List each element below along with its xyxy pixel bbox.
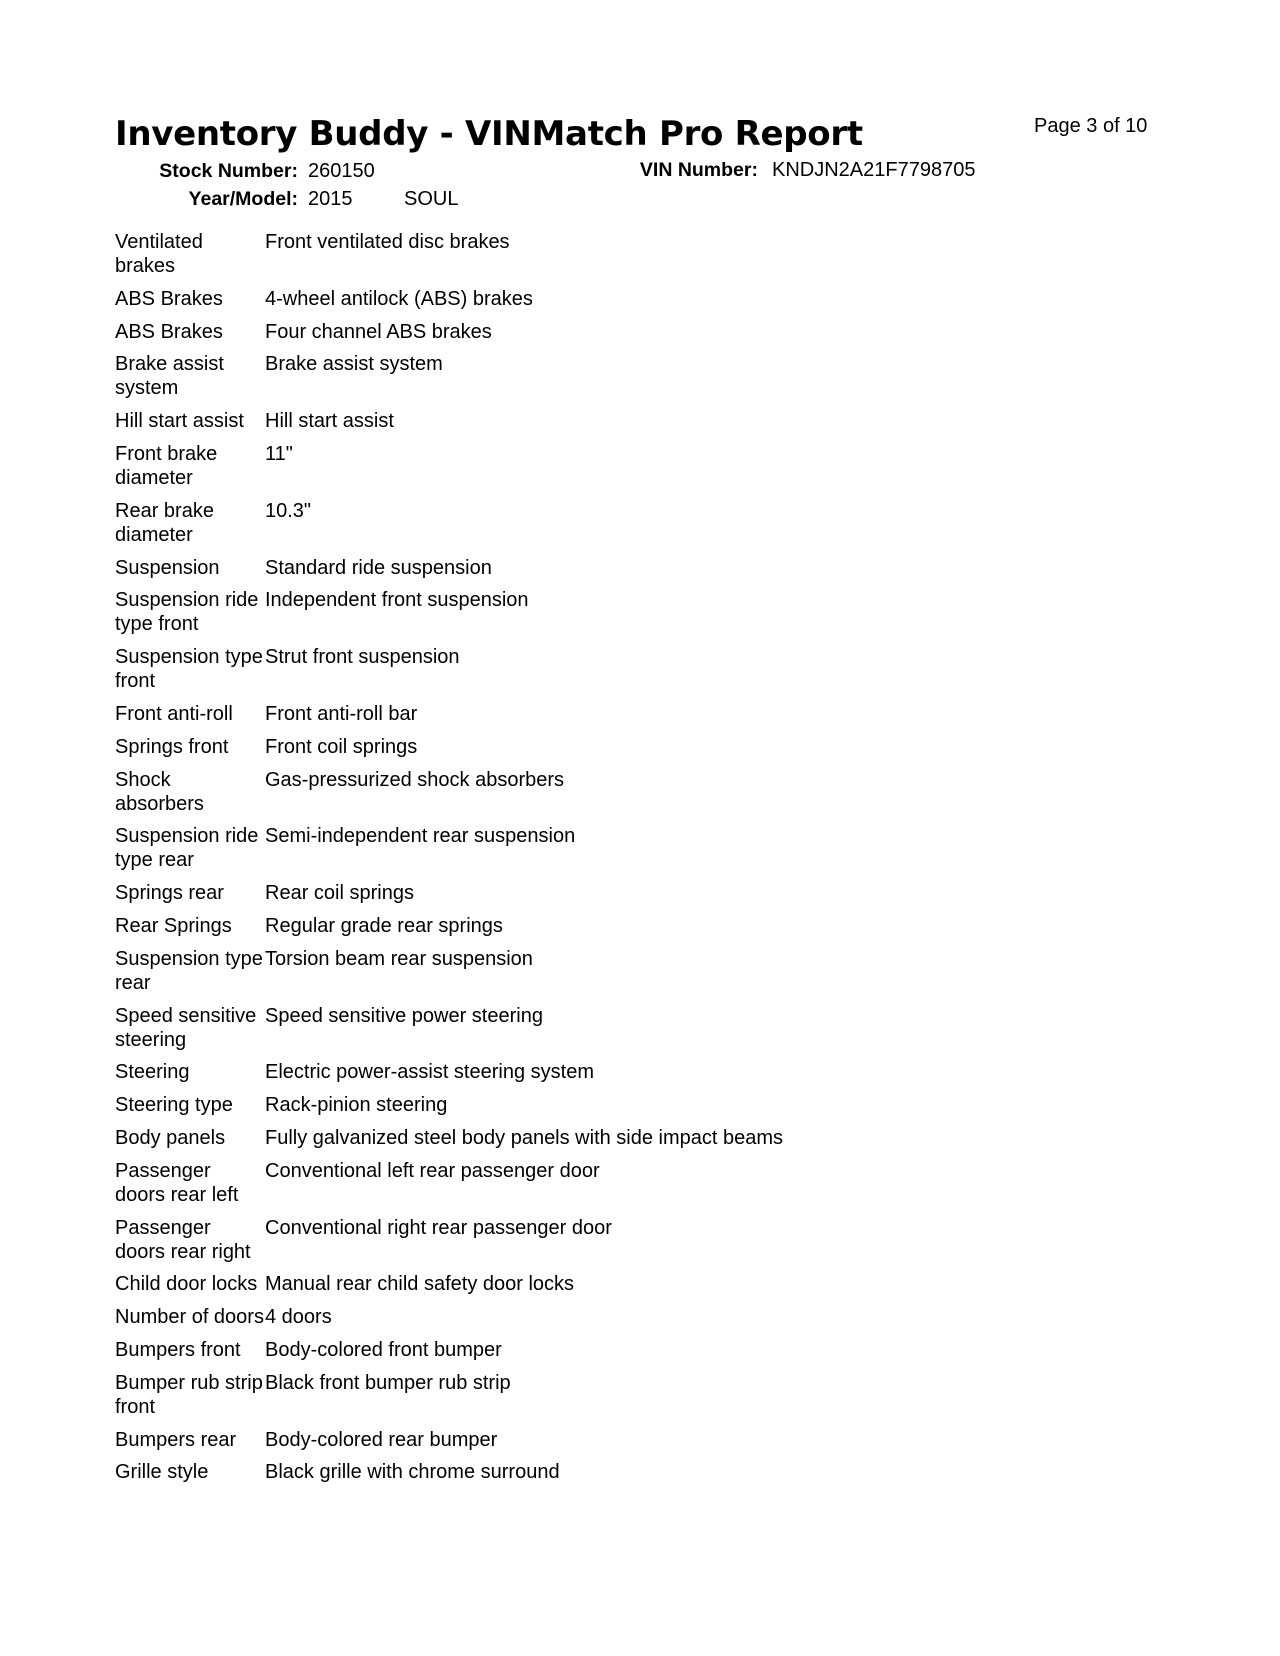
- vin-number-value: KNDJN2A21F7798705: [772, 159, 976, 181]
- spec-label: Child door locks: [115, 1273, 258, 1296]
- spec-label: Springs front: [115, 735, 229, 758]
- spec-label: Suspension type front: [115, 646, 263, 693]
- spec-value: Conventional right rear passenger door: [265, 1216, 612, 1239]
- spec-label: Shock absorbers: [115, 768, 204, 815]
- spec-label: ABS Brakes: [115, 320, 223, 343]
- spec-value: Black grille with chrome surround: [265, 1461, 560, 1484]
- spec-row: [115, 230, 1115, 287]
- spec-label: Front brake diameter: [115, 442, 218, 489]
- spec-row: [115, 1371, 1115, 1428]
- spec-row: [115, 1216, 1115, 1273]
- spec-label: Passenger doors rear left: [115, 1159, 239, 1206]
- spec-label: Springs rear: [115, 882, 224, 905]
- spec-row: [115, 287, 1115, 320]
- spec-value: Conventional left rear passenger door: [265, 1159, 600, 1182]
- spec-value: Front coil springs: [265, 735, 418, 758]
- spec-value: Torsion beam rear suspension: [265, 947, 533, 970]
- spec-value: Rear coil springs: [265, 882, 414, 905]
- spec-row: [115, 1428, 1115, 1461]
- spec-row: [115, 409, 1115, 442]
- spec-value: Body-colored front bumper: [265, 1338, 502, 1361]
- spec-label: Bumpers rear: [115, 1428, 237, 1451]
- report-title: Inventory Buddy - VINMatch Pro Report: [115, 114, 863, 154]
- spec-row: [115, 947, 1115, 1004]
- spec-value: Four channel ABS brakes: [265, 320, 492, 343]
- spec-row: [115, 645, 1115, 702]
- spec-row: [115, 735, 1115, 768]
- spec-value: Front anti-roll bar: [265, 702, 418, 725]
- spec-value: Independent front suspension: [265, 589, 529, 612]
- spec-row: [115, 442, 1115, 499]
- spec-row: [115, 1159, 1115, 1216]
- spec-value: 4-wheel antilock (ABS) brakes: [265, 287, 533, 310]
- spec-row: [115, 1338, 1115, 1371]
- spec-row: [115, 824, 1115, 881]
- spec-label: Suspension type rear: [115, 947, 263, 994]
- year-model-label: Year/Model:: [188, 188, 298, 210]
- spec-label: Ventilated brakes: [115, 231, 203, 277]
- spec-row: [115, 702, 1115, 735]
- spec-row: [115, 556, 1115, 589]
- spec-value: Manual rear child safety door locks: [265, 1273, 575, 1296]
- spec-value: Speed sensitive power steering: [265, 1004, 543, 1027]
- spec-label: ABS Brakes: [115, 287, 223, 310]
- model-value: SOUL: [404, 188, 459, 210]
- spec-value: Rack-pinion steering: [265, 1094, 448, 1117]
- spec-value: Black front bumper rub strip: [265, 1371, 511, 1394]
- spec-row: [115, 352, 1115, 409]
- spec-label: Front anti-roll: [115, 702, 233, 725]
- page-indicator: Page 3 of 10: [1034, 115, 1148, 137]
- spec-label: Suspension: [115, 556, 220, 579]
- spec-value: 11": [265, 442, 293, 465]
- year-value: 2015: [308, 188, 353, 210]
- spec-label: Bumper rub strip front: [115, 1371, 263, 1418]
- stock-number-label: Stock Number:: [159, 160, 298, 182]
- spec-row: [115, 1126, 1115, 1159]
- spec-row: [115, 1060, 1115, 1093]
- spec-label: Suspension ride type rear: [115, 825, 259, 872]
- spec-value: Hill start assist: [265, 410, 394, 433]
- spec-row: [115, 914, 1115, 947]
- spec-row: [115, 1305, 1115, 1338]
- spec-label: Suspension ride type front: [115, 589, 259, 636]
- spec-label: Speed sensitive steering: [115, 1004, 257, 1051]
- spec-value: Front ventilated disc brakes: [265, 231, 510, 253]
- spec-value: Strut front suspension: [265, 646, 460, 669]
- stock-number-value: 260150: [308, 160, 375, 182]
- spec-value: Brake assist system: [265, 353, 443, 376]
- spec-row: [115, 588, 1115, 645]
- spec-row: [115, 320, 1115, 353]
- spec-value: 10.3": [265, 499, 312, 522]
- spec-value: Gas-pressurized shock absorbers: [265, 768, 565, 791]
- spec-label: Rear brake diameter: [115, 499, 214, 546]
- spec-label: Passenger doors rear right: [115, 1216, 251, 1263]
- spec-row: [115, 1272, 1115, 1305]
- spec-list: [115, 230, 1115, 1493]
- spec-value: Semi-independent rear suspension: [265, 825, 576, 848]
- spec-value: Regular grade rear springs: [265, 914, 503, 937]
- spec-value: Fully galvanized steel body panels with side impact beams: [265, 1126, 784, 1149]
- spec-label: Number of doors: [115, 1306, 264, 1329]
- spec-value: Standard ride suspension: [265, 556, 492, 579]
- spec-label: Bumpers front: [115, 1338, 241, 1361]
- spec-value: Electric power-assist steering system: [265, 1061, 594, 1084]
- spec-label: Hill start assist: [115, 410, 244, 433]
- spec-row: [115, 1460, 1115, 1493]
- vin-number-label: VIN Number:: [639, 159, 758, 181]
- spec-row: [115, 499, 1115, 556]
- spec-row: [115, 1093, 1115, 1126]
- spec-value: 4 doors: [265, 1306, 332, 1329]
- spec-label: Brake assist system: [115, 353, 224, 400]
- spec-row: [115, 768, 1115, 825]
- spec-label: Steering: [115, 1061, 190, 1084]
- spec-label: Body panels: [115, 1126, 226, 1149]
- spec-value: Body-colored rear bumper: [265, 1428, 498, 1451]
- spec-label: Rear Springs: [115, 914, 232, 937]
- spec-label: Steering type: [115, 1094, 233, 1117]
- spec-row: [115, 1004, 1115, 1061]
- spec-label: Grille style: [115, 1461, 209, 1484]
- spec-row: [115, 881, 1115, 914]
